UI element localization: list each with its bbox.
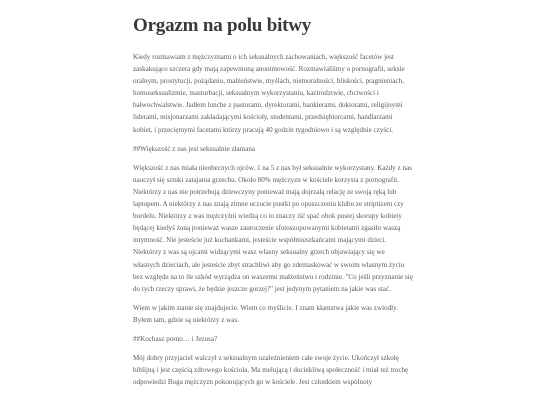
paragraph-know: Wiem w jakim stanie się znajdujecie. Wiem co myślicie. I znam kłamstwa jakie was zwiodły. Byłem tam, gdzie są niektórzy z was. [133,303,398,324]
article-body [133,51,413,388]
article [133,0,413,395]
section-heading-porn-jesus: ##Kochasz porno… i Jezusa? [133,334,218,343]
article-title: Orgazm na polu bitwy [133,15,312,36]
paragraph-friend: Mój dobry przyjaciel walczył z seksualnym uzależnieniem całe swoje życie. Ukończył szkołę biblijną i jest częścią zdrowego kościoła. Ma melującą i dociekliwą społeczność i miał też trochę odpowiedzi Boga mężczyzn pokonujących go w kościele. Jest członkiem wspólnoty [133,354,409,387]
section-heading-broken: ##Większość z nas jest seksualnie złamana [133,144,256,153]
paragraph-intro: Kiedy rozmawiam z mężczyznami o ich seksualnych zachowaniach, większość facetów jest zaskakująco szczera gdy mają zapewnioną anonimowość. Rozmawialiśmy o pornografii, seksie oralnym, prostytucji, pożądaniu, małżeństwie, myślach, niemoralności, bliskości, pragnieniach, homoseksualizmie, masturbacji, seksualnym wykorzystaniu, kazirodztwie, chciwości i bałwochwalstwie. Jadłem lunche z pastorami, dyrektorami, bankierami, doktorami, religijnymi liderami, misjonarzami zakładającymi kościoły, studentami, przedsiębiorcami, handlarzami kobiet, i przeciętnymi facetami którzy pracują 40 godzin tygodniowo i są względnie czyści. [133,53,405,134]
paragraph-broken: Większość z nas miała nieobecnych ojców. 1 na 5 z nas był seksualnie wykorzystany. Każdy z nas nauczył się sztuki zatajania grzechu. Około 80% mężczyzn w kościele korzysta z pornografii. Niektórzy z nas nie potrzebują dziewczyny ponieważ mają dojrzałą relację ze swoją ręką lub laptopem. A niektórzy z nas znają zimne uczucie pustki po opuszczeniu klubu ze striptizem czy burdelu. Niektórzy z was mężczyźni wiedzą co to znaczy iść spać obok pustej skorupy kobiety będącej kiedyś żoną ponieważ wasze zauroczenie sfotoszopowanymi kobietami zgasiło waszą intymność. Nie jesteście już kochankami, jesteście współmieszkańcami mającymi dzieci. Niektórzy z was są ojcami widzącymi wasz własny seksualny grzech objawiający się we własnych dzieciach, ale jesteście zbyt strachliwi aby go zdemaskować w swoim własnym życiu bez względu na to ile szkód wyrządza on waszemu małżeństwu i rodzinie. "Co jeśli przyznanie się do tych rzeczy sprawi, że będzie jeszcze gorzej?" jest jedynym pytaniem na jakie was stać. [133,163,413,293]
